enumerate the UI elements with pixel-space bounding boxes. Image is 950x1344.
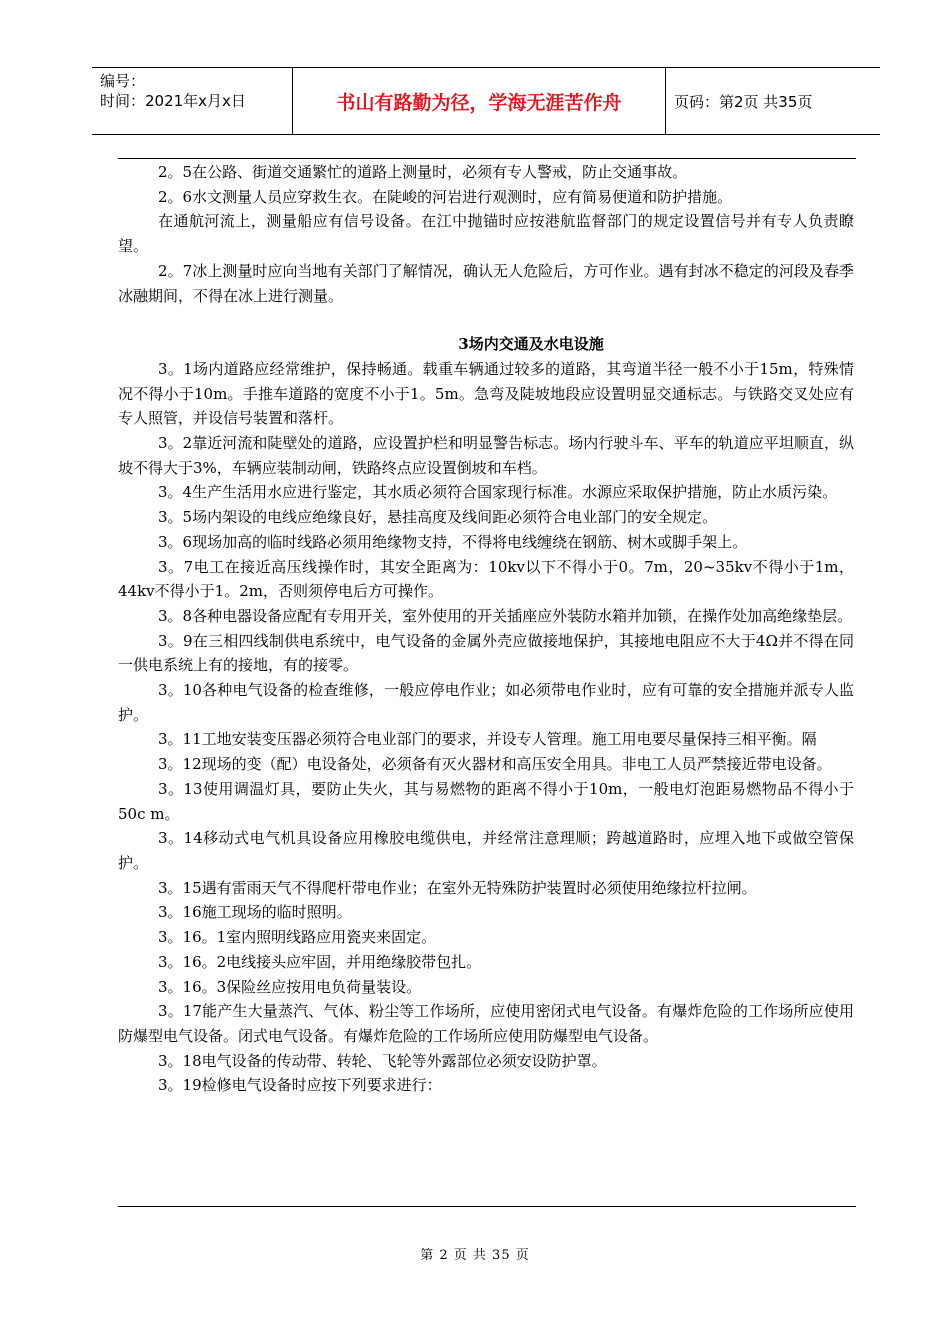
paragraph: 3。15遇有雷雨天气不得爬杆带电作业；在室外无特殊防护装置时必须使用绝缘拉杆拉闸。 (158, 878, 757, 897)
paragraph: 3。14移动式电气机具设备应用橡胶电缆供电，并经常注意理顺；跨越道路时，应埋入地下或做空管保护。 (118, 829, 854, 872)
paragraph: 3。17能产生大量蒸汽、气体、粉尘等工作场所，应使用密闭式电气设备。有爆炸危险的工作场所应使用防爆型电气设备。闭式电气设备。有爆炸危险的工作场所应使用防爆型电气设备。 (118, 1002, 854, 1045)
paragraph: 3。8各种电器设备应配有专用开关，室外使用的开关插座应外装防水箱并加锁，在操作处加高绝缘垫层。 (158, 606, 853, 625)
paragraph: 3。2靠近河流和陡壁处的道路，应设置护栏和明显警告标志。场内行驶斗车、平车的轨道应平坦顺直，纵坡不得大于3%，车辆应装制动闸，铁路终点应设置倒坡和车档。 (118, 434, 854, 477)
header-page-info: 页码：第2页 共35页 (674, 92, 813, 111)
content-bottom-rule (118, 1206, 856, 1207)
paragraph: 3。13使用调温灯具，要防止失火，其与易燃物的距离不得小于10m，一般电灯泡距易燃物品不得小于50c m。 (118, 779, 854, 823)
paragraph: 2。6水文测量人员应穿救生衣。在陡峻的河岩进行观测时，应有简易便道和防护措施。 (158, 187, 733, 206)
header-motto: 书山有路勤为径，学海无涯苦作舟 (336, 91, 622, 114)
content-top-rule (118, 158, 856, 159)
document-body (118, 160, 854, 1098)
page-footer: 第 2 页 共 35 页 (420, 1248, 530, 1263)
document-number-label: 编号： (100, 72, 146, 90)
header-motto-cell (292, 68, 666, 134)
page-header (92, 67, 880, 135)
paragraph: 3。11工地安装变压器必须符合电业部门的要求，并设专人管理。施工用电要尽量保持三相平衡。隔 (158, 730, 817, 749)
paragraph: 3。5场内架设的电线应绝缘良好，悬挂高度及线间距必须符合电业部门的安全规定。 (158, 508, 718, 527)
paragraph: 3。6现场加高的临时线路必须用绝缘物支持，不得将电线缠绕在钢筋、树木或脚手架上。 (158, 532, 748, 551)
paragraph: 3。16。3保险丝应按用电负荷量装设。 (158, 977, 422, 996)
document-time-label: 时间：2021年x月x日 (100, 92, 246, 110)
header-page-cell (666, 68, 880, 134)
paragraph: 2。7冰上测量时应向当地有关部门了解情况，确认无人危险后，方可作业。遇有封冰不稳定的河段及春季冰融期间，不得在冰上进行测量。 (118, 261, 854, 305)
paragraph: 3。4生产生活用水应进行鉴定，其水质必须符合国家现行标准。水源应采取保护措施，防止水质污染。 (158, 483, 838, 502)
section-heading: 3场内交通及水电设施 (458, 335, 604, 354)
header-meta-cell (92, 68, 292, 134)
paragraph: 2。5在公路、街道交通繁忙的道路上测量时，必须有专人警戒，防止交通事故。 (158, 163, 688, 181)
paragraph: 3。19检修电气设备时应按下列要求进行： (158, 1076, 442, 1095)
paragraph: 3。16施工现场的临时照明。 (158, 903, 352, 922)
paragraph: 3。16。2电线接头应牢固，并用绝缘胶带包扎。 (158, 952, 482, 971)
paragraph: 3。12现场的变（配）电设备处，必须备有灭火器材和高压安全用具。非电工人员严禁接近带电设备。 (158, 755, 832, 774)
paragraph: 3。10各种电气设备的检查维修，一般应停电作业；如必须带电作业时，应有可靠的安全措施并派专人监护。 (118, 681, 854, 724)
paragraph: 3。16。1室内照明线路应用瓷夹来固定。 (158, 928, 437, 947)
paragraph: 3。9在三相四线制供电系统中，电气设备的金属外壳应做接地保护，其接地电阻应不大于4Ω并不得在同一供电系统上有的接地，有的接零。 (118, 631, 854, 675)
paragraph: 在通航河流上，测量船应有信号设备。在江中抛锚时应按港航监督部门的规定设置信号并有专人负责瞭望。 (118, 212, 854, 256)
paragraph: 3。7电工在接近高压线操作时，其安全距离为：10kv以下不得小于0。7m，20~35kv不得小于1m，44kv不得小于1。2m，否则须停电后方可操作。 (118, 557, 854, 601)
paragraph: 3。18电气设备的传动带、转轮、飞轮等外露部位必须安设防护罩。 (158, 1051, 607, 1070)
paragraph: 3。1场内道路应经常维护，保持畅通。载重车辆通过较多的道路，其弯道半径一般不小于15m，特殊情况不得小于10m。手推车道路的宽度不小于1。5m。急弯及陡坡地段应设置明显交通标志。与铁路交叉处应有专人照管，并设信号装置和落杆。 (118, 359, 854, 428)
